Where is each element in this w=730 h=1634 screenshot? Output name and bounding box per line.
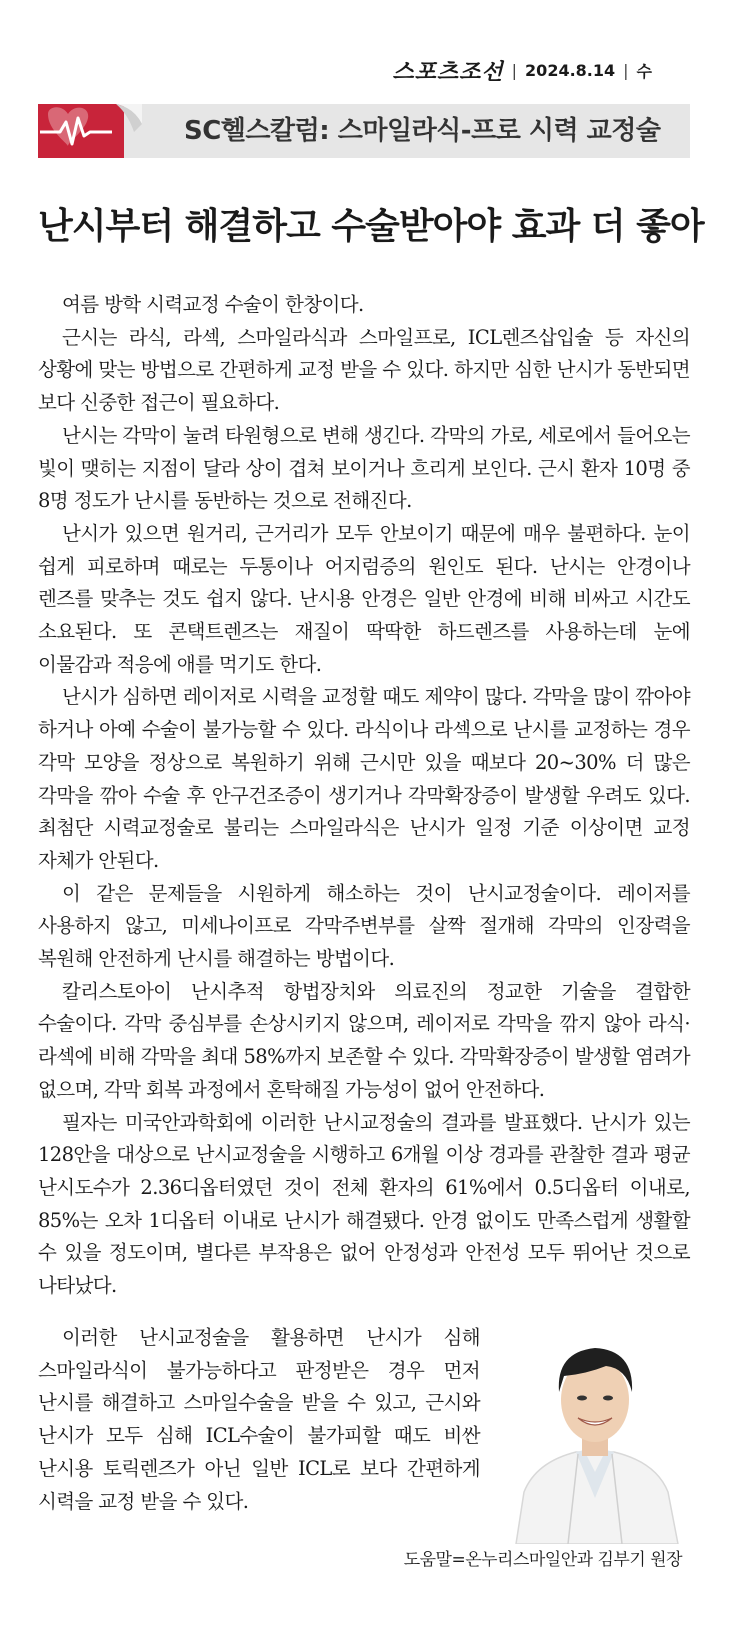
closing-paragraph-block bbox=[38, 1322, 480, 1518]
heartbeat-icon bbox=[38, 102, 142, 160]
publication-date: 2024.8.14 bbox=[525, 60, 616, 80]
article-body bbox=[38, 289, 690, 1303]
article-paragraph: 이러한 난시교정술을 활용하면 난시가 심해 스마일라식이 불가능하다고 판정받은 경우 먼저 난시를 해결하고 스마일수술을 받을 수 있고, 근시와 난시가 모두 심해 ICL수술이 불가피할 때도 비싼 난시용 토릭렌즈가 아닌 일반 ICL로 보다 간편하게 시력을 교정 받을 수 있다. bbox=[38, 1326, 480, 1513]
divider: | bbox=[623, 60, 629, 80]
newspaper-logo: 스포츠조선 bbox=[392, 59, 504, 85]
publication-day: 수 bbox=[636, 61, 652, 81]
article-paragraph: 여름 방학 시력교정 수술이 한창이다. bbox=[62, 293, 364, 316]
article-paragraph: 난시는 각막이 눌려 타원형으로 변해 생긴다. 각막의 가로, 세로에서 들어오는 빛이 맺히는 지점이 달라 상이 겹쳐 보이거나 흐리게 보인다. 근시 환자 10명 중 8명 정도가 난시를 동반하는 것으로 전해진다. bbox=[38, 423, 690, 513]
column-title: SC헬스칼럼: 스마일라식-프로 시력 교정술 bbox=[184, 116, 661, 146]
author-photo bbox=[506, 1322, 684, 1544]
credit-line: 도움말=온누리스마일안과 김부기 원장 bbox=[403, 1550, 682, 1570]
article-paragraph: 근시는 라식, 라섹, 스마일라식과 스마일프로, ICL렌즈삽입술 등 자신의 상황에 맞는 방법으로 간편하게 교정 받을 수 있다. 하지만 심한 난시가 동반되면 보다 신중한 접근이 필요하다. bbox=[38, 325, 690, 415]
article-paragraph: 칼리스토아이 난시추적 항법장치와 의료진의 정교한 기술을 결합한 수술이다. 각막 중심부를 손상시키지 않으며, 레이저로 각막을 깎지 않아 라식·라섹에 비해 각막을 최대 58%까지 보존할 수 있다. 각막확장증이 발생할 염려가 없으며, 각막 회복 과정에서 혼탁해질 가능성이 없어 안전하다. bbox=[38, 979, 690, 1101]
article-paragraph: 난시가 심하면 레이저로 시력을 교정할 때도 제약이 많다. 각막을 많이 깎아야 하거나 아예 수술이 불가능할 수 있다. 라식이나 라섹으로 난시를 교정하는 경우 각막 모양을 정상으로 복원하기 위해 근시만 있을 때보다 20~30% 더 많은 각막을 깎아 수술 후 안구건조증이 생기거나 각막확장증이 발생할 우려도 있다. 최첨단 시력교정술로 불리는 스마일라식은 난시가 일정 기준 이상이면 교정 자체가 안된다. bbox=[38, 685, 690, 872]
article-paragraph: 난시가 있으면 원거리, 근거리가 모두 안보이기 때문에 매우 불편하다. 눈이 쉽게 피로하며 때로는 두통이나 어지럼증의 원인도 된다. 난시는 안경이나 렌즈를 맞추는 것도 쉽지 않다. 난시용 안경은 일반 안경에 비해 비싸고 시간도 소요된다. 또 콘택트렌즈는 재질이 딱딱한 하드렌즈를 사용하는데 눈에 이물감과 적응에 애를 먹기도 한다. bbox=[38, 521, 690, 676]
article-paragraph: 필자는 미국안과학회에 이러한 난시교정술의 결과를 발표했다. 난시가 있는 128안을 대상으로 난시교정술을 시행하고 6개월 이상 경과를 관찰한 결과 평균 난시도수가 2.36디옵터였던 것이 전체 환자의 61%에서 0.5디옵터 이내로, 85%는 오차 1디옵터 이내로 난시가 해결됐다. 안경 없이도 만족스럽게 생활할 수 있을 정도이며, 별다른 부작용은 없어 안정성과 안전성 모두 뛰어난 것으로 나타났다. bbox=[38, 1110, 690, 1298]
column-banner bbox=[38, 104, 690, 158]
divider: | bbox=[511, 60, 518, 80]
headline: 난시부터 해결하고 수술받아야 효과 더 좋아 bbox=[38, 206, 704, 247]
article-paragraph: 이 같은 문제들을 시원하게 해소하는 것이 난시교정술이다. 레이저를 사용하지 않고, 미세나이프로 각막주변부를 살짝 절개해 각막의 인장력을 복원해 안전하게 난시를 해결하는 방법이다. bbox=[38, 881, 690, 971]
masthead bbox=[392, 58, 652, 85]
